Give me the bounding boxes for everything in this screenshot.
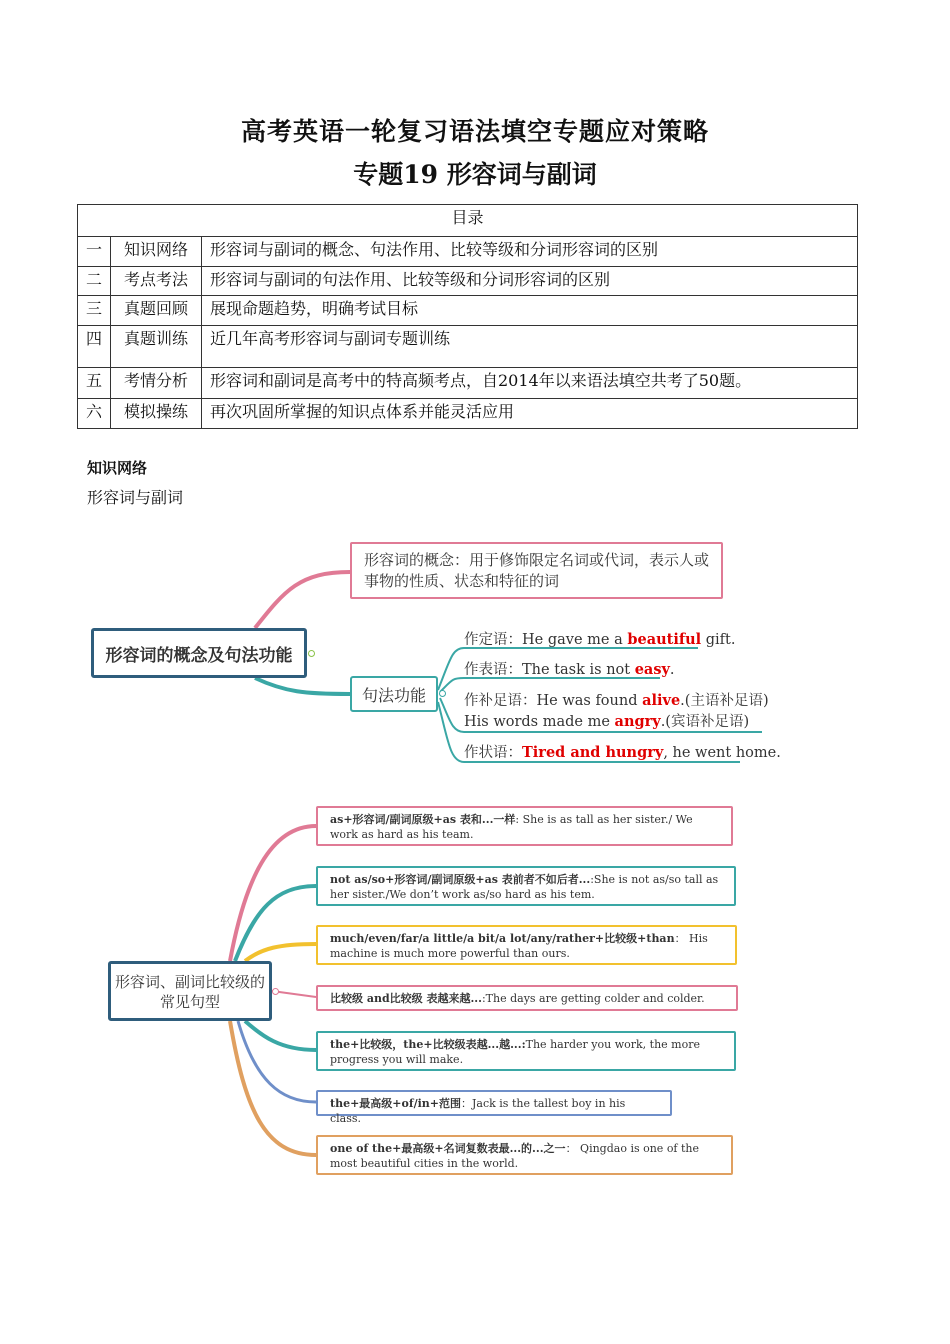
pattern-rule: as+形容词/副词原级+as 表和...一样 [330, 813, 516, 826]
mindmap1-definition: 形容词的概念：用于修饰限定名词或代词，表示人或事物的性质、状态和特征的词 [350, 542, 723, 599]
leaf-keyword: alive [642, 692, 681, 709]
leaf-text: .(宾语补足语) [660, 714, 750, 730]
pattern-rule: the+比较级，the+比较级表越...越...: [330, 1038, 526, 1051]
pattern-box [316, 806, 733, 846]
toc-num: 二 [78, 267, 111, 296]
pattern-example: :She is not as/so tall as her sister./We don’t work as/so hard as his tem. [330, 873, 719, 901]
pattern-box [316, 1031, 736, 1071]
leaf-text: His words made me [464, 714, 615, 730]
toc-num: 三 [78, 296, 111, 326]
leaf-label: 作补足语： [464, 693, 537, 709]
pattern-example: :The days are getting colder and colder. [481, 992, 705, 1005]
toc-name: 真题训练 [111, 326, 202, 368]
pattern-example: ：Jack is the tallest boy in his class. [330, 1097, 626, 1125]
leaf-keyword: easy [634, 661, 670, 678]
leaf-text: , he went home. [663, 745, 781, 761]
section-subtitle: 形容词与副词 [87, 488, 184, 507]
connector-function [255, 678, 350, 694]
pattern-example: ： His machine is much more powerful than ours. [330, 932, 708, 960]
toc-desc: 展现命题趋势，明确考试目标 [202, 296, 858, 326]
toc-name: 考情分析 [111, 368, 202, 399]
leaf-keyword: Tired and hungry [522, 744, 664, 761]
leaf-text: The task is not [522, 662, 635, 678]
pattern-rule: one of the+最高级+名词复数表最...的...之一 [330, 1142, 566, 1155]
toc-desc: 形容词与副词的句法作用、比较等级和分词形容词的区别 [202, 267, 858, 296]
leaf-text: He gave me a [522, 632, 628, 648]
toc-name: 知识网络 [111, 237, 202, 267]
toc-num: 五 [78, 368, 111, 399]
toc-desc: 再次巩固所掌握的知识点体系并能灵活应用 [202, 399, 858, 429]
mindmap1-function-node: 句法功能 [350, 676, 438, 712]
toc-num: 六 [78, 399, 111, 429]
mindmap2-root: 形容词、副词比较级的常见句型 [108, 961, 272, 1021]
leaf-label: 作定语： [464, 632, 522, 648]
section-title: 知识网络 [87, 459, 148, 477]
collapse-dot-icon[interactable] [308, 650, 315, 657]
pattern-box [316, 866, 736, 906]
connector-definition [255, 572, 350, 628]
pattern-example: The harder you work, the more progress you will make. [330, 1038, 700, 1066]
leaf-label: 作表语： [464, 662, 522, 678]
leaf-label: 作状语： [464, 745, 522, 761]
leaf-text: He was found [536, 693, 643, 709]
pattern-rule: not as/so+形容词/副词原级+as 表前者不如后者... [330, 873, 591, 886]
toc-name: 真题回顾 [111, 296, 202, 326]
pattern-rule: the+最高级+of/in+范围 [330, 1097, 461, 1110]
toc-desc: 形容词和副词是高考中的特高频考点，自2014年以来语法填空共考了50题。 [202, 368, 858, 399]
collapse-dot-icon[interactable] [439, 690, 446, 697]
connector-p6 [238, 1021, 316, 1102]
function-complement-subject [464, 689, 769, 710]
pattern-box [316, 925, 737, 965]
pattern-rule: 比较级 and比较级 表越来越... [330, 992, 482, 1005]
mindmap1-root: 形容词的概念及句法功能 [91, 628, 307, 678]
pattern-box [316, 1135, 733, 1175]
toc-desc: 形容词与副词的概念、句法作用、比较等级和分词形容词的区别 [202, 237, 858, 267]
document-title: 高考英语一轮复习语法填空专题应对策略 [240, 117, 709, 146]
pattern-box [316, 985, 738, 1011]
document-subtitle: 专题19 形容词与副词 [353, 160, 597, 189]
toc-num: 四 [78, 326, 111, 368]
pattern-box [316, 1090, 672, 1125]
function-adverbial [464, 741, 781, 762]
pattern-rule: much/even/far/a little/a bit/a lot/any/rather+比较级+than [330, 932, 675, 945]
connector-p3 [245, 944, 316, 961]
toc-desc: 近几年高考形容词与副词专题训练 [202, 326, 858, 368]
leaf-text: . [669, 662, 675, 678]
leaf-keyword: angry [614, 713, 661, 730]
toc-name: 模拟操练 [111, 399, 202, 429]
pattern-example: ： Qingdao is one of the most beautiful cities in the world. [330, 1142, 700, 1170]
toc-name: 考点考法 [111, 267, 202, 296]
leaf-text: .(主语补足语) [680, 693, 769, 709]
connector-p5 [245, 1021, 316, 1050]
function-predicative [464, 658, 675, 679]
function-attributive [464, 628, 735, 649]
function-complement-object [464, 710, 749, 731]
leaf-keyword: beautiful [627, 631, 702, 648]
pattern-example: : She is as tall as her sister./ We work as hard as his team. [330, 813, 693, 841]
toc-header: 目录 [78, 205, 858, 237]
leaf-text: gift. [701, 632, 736, 648]
collapse-dot-icon[interactable] [272, 988, 279, 995]
toc-num: 一 [78, 237, 111, 267]
